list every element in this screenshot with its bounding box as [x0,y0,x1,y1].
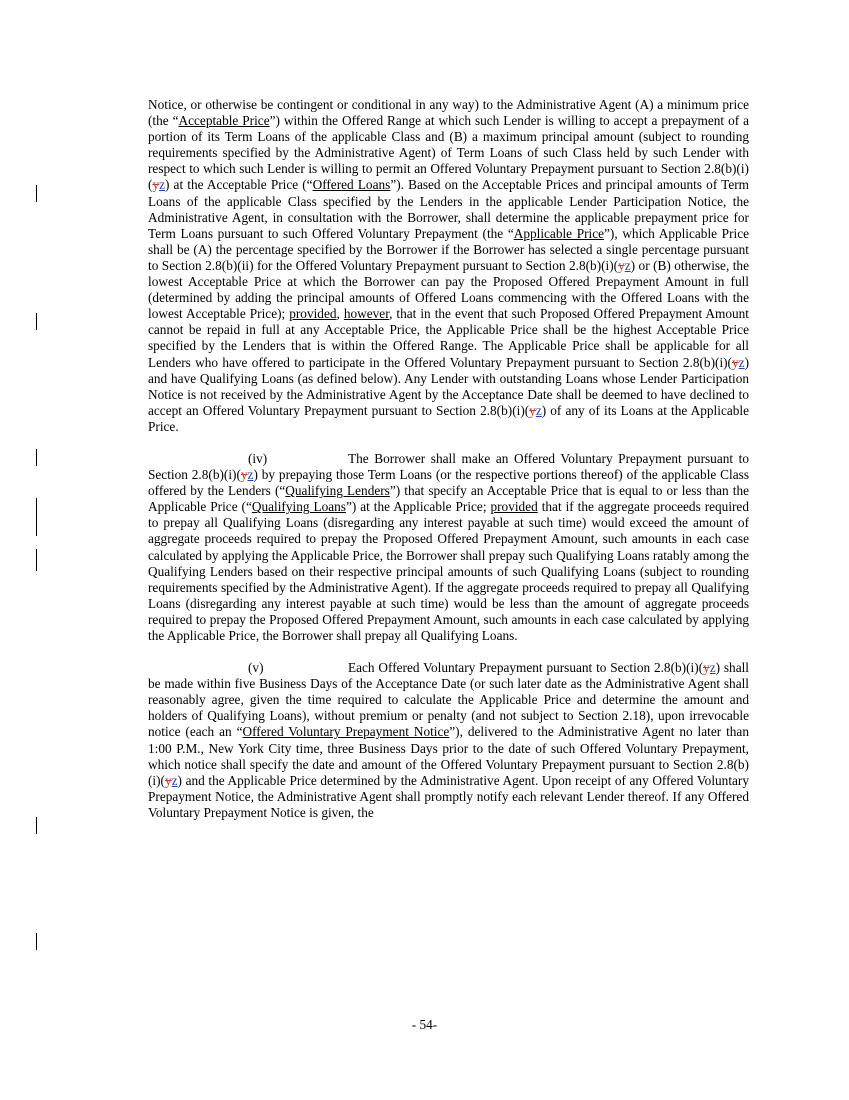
deleted-text: y [732,354,739,370]
deleted-text: y [618,257,625,273]
change-bar [36,498,37,536]
text-run: that if the aggregate proceeds required to prepay all Qualifying Loans (disregarding any interest payable at such time) would exceed the amount of aggregate proceeds required to prepay the Proposed Offered Prepayment Amount, such amounts in each case calculated by applying the Applicable Price, the Borrower shall prepay such Qualifying Loans ratably among the Qualifying Lenders based on their respective principal amounts of such Qualifying Loans (subject to rounding requirements specified by the Administrative Agent). If the aggregate proceeds required to prepay all Qualifying Loans (disregarding any interest payable at such time) would be less than the amount of aggregate proceeds required to prepay the Proposed Offered Prepayment Amount, such amounts in each case calculated by applying the Applicable Price, the Borrower shall prepay all Qualifying Loans. [148,499,749,643]
body-text [148,97,749,837]
paragraph-iv [148,451,749,644]
text-run: ) at the Acceptable Price (“ [165,177,313,193]
defined-term: however [343,306,390,322]
text-run: ) shall be made within five Business Days of the Acceptance Date (or such later date as the Administrative Agent shall reasonably agree, given the time required to calculate the Applicable Price and determine the amount and holders of Qualifying Loans), without premium or penalty (and not subject to Section 2.18), upon irrevocable notice (each an “ [148,660,749,740]
page-number: - 54- [411,1017,438,1032]
change-bar [36,817,37,834]
text-run: ”) that specify an Acceptable Price that is equal to or less than the Applicable Price (“ [148,483,749,515]
defined-term: Offered Loans [312,177,391,193]
paragraph-v [148,660,749,821]
text-run: ) of any of its Loans at the Applicable Price. [148,402,749,434]
deleted-text: y [240,467,248,483]
inserted-text: z [709,660,716,676]
change-bar [36,449,37,466]
text-run: ) and have Qualifying Loans (as defined below). Any Lender with outstanding Loans whose Lender Participation Notice is not received by the Administrative Agent by the Acceptance Date shall be deemed to have declined to accept an Offered Voluntary Prepayment pursuant to Section 2.8(b)(i)( [148,354,749,418]
inserted-text: z [171,772,178,788]
text-run: Notice, or otherwise be contingent or conditional in any way) to the Administrative Agent (A) a minimum price (the “ [148,97,749,129]
paragraph-number: (iv) [248,450,268,466]
deleted-text: y [703,660,710,676]
deleted-text: y [152,177,160,193]
change-bar [36,933,37,950]
defined-term: Acceptable Price [178,113,270,129]
defined-term: Applicable Price [513,225,605,241]
defined-term: Qualifying Lenders [285,483,390,499]
text-run: Each Offered Voluntary Prepayment pursuant to Section 2.8(b)(i)( [348,660,704,676]
text-run: ”) within the Offered Range at which such Lender is willing to accept a prepayment of a portion of its Term Loans of the applicable Class and (B) a maximum principal amount (subject to rounding requirements specified by the Administrative Agent) of Term Loans of such Class held by such Lender with respect to which such Lender is willing to permit an Offered Voluntary Prepayment pursuant to Section 2.8(b)(i)( [148,113,749,193]
text-run: ) by prepaying those Term Loans (or the respective portions thereof) of the applicable Class offered by the Lenders (“ [148,467,749,499]
change-bar [36,185,37,202]
paragraph-number: (v) [248,660,264,676]
inserted-text: z [159,177,165,193]
defined-term: provided [289,306,337,322]
defined-term: Qualifying Loans [251,499,346,515]
defined-term: provided [490,499,538,515]
paragraph-iii-continued [148,97,749,435]
inserted-text: z [535,402,542,418]
defined-term: Offered Voluntary Prepayment Notice [242,724,450,740]
inserted-text: z [738,354,745,370]
text-run: ”), which Applicable Price shall be (A) the percentage specified by the Borrower if the Borrower has selected a single percentage pursuant to Section 2.8(b)(ii) for the Offered Voluntary Prepayment pursuant to Section 2.8(b)(i)( [148,225,750,273]
change-bar [36,549,37,571]
text-run: ”) at the Applicable Price; [345,499,491,515]
text-run: , that in the event that such Proposed Offered Prepayment Amount cannot be repaid in full at any Acceptable Price, the Applicable Price shall be the highest Acceptable Price specified by the Lenders that is within the Offered Range. The Applicable Price shall be applicable for all Lenders who have offered to participate in the Offered Voluntary Prepayment pursuant to Section 2.8(b)(i)( [148,306,749,370]
deleted-text: y [164,772,172,788]
text-run: ) and the Applicable Price determined by the Administrative Agent. Upon receipt of any Offered Voluntary Prepayment Notice, the Administrative Agent shall promptly notify each relevant Lender thereof. If any Offered Voluntary Prepayment Notice is given, the [148,772,749,820]
text-run: , [336,306,344,322]
deleted-text: y [529,402,536,418]
change-bar [36,313,37,330]
text-run: ”), delivered to the Administrative Agent no later than 1:00 P.M., New York City time, three Business Days prior to the date of such Offered Voluntary Prepayment, which notice shall specify the date and amount of the Offered Voluntary Prepayment pursuant to Section 2.8(b)(i)( [148,724,749,788]
text-run: ”). Based on the Acceptable Prices and principal amounts of Term Loans of the applicable Class specified by the Lenders in the applicable Lender Participation Notice, the Administrative Agent, in consultation with the Borrower, shall determine the applicable prepayment price for Term Loans pursuant to such Offered Voluntary Prepayment (the “ [148,177,749,241]
text-run: ) or (B) otherwise, the lowest Acceptable Price at which the Borrower can pay the Proposed Offered Prepayment Amount in full (determined by adding the principal amounts of Offered Loans commencing with the Offered Loans with the lowest Acceptable Price); [148,257,749,322]
inserted-text: z [624,257,631,273]
text-run: The Borrower shall make an Offered Voluntary Prepayment pursuant to Section 2.8(b)(i)( [148,450,749,483]
inserted-text: z [247,467,254,483]
